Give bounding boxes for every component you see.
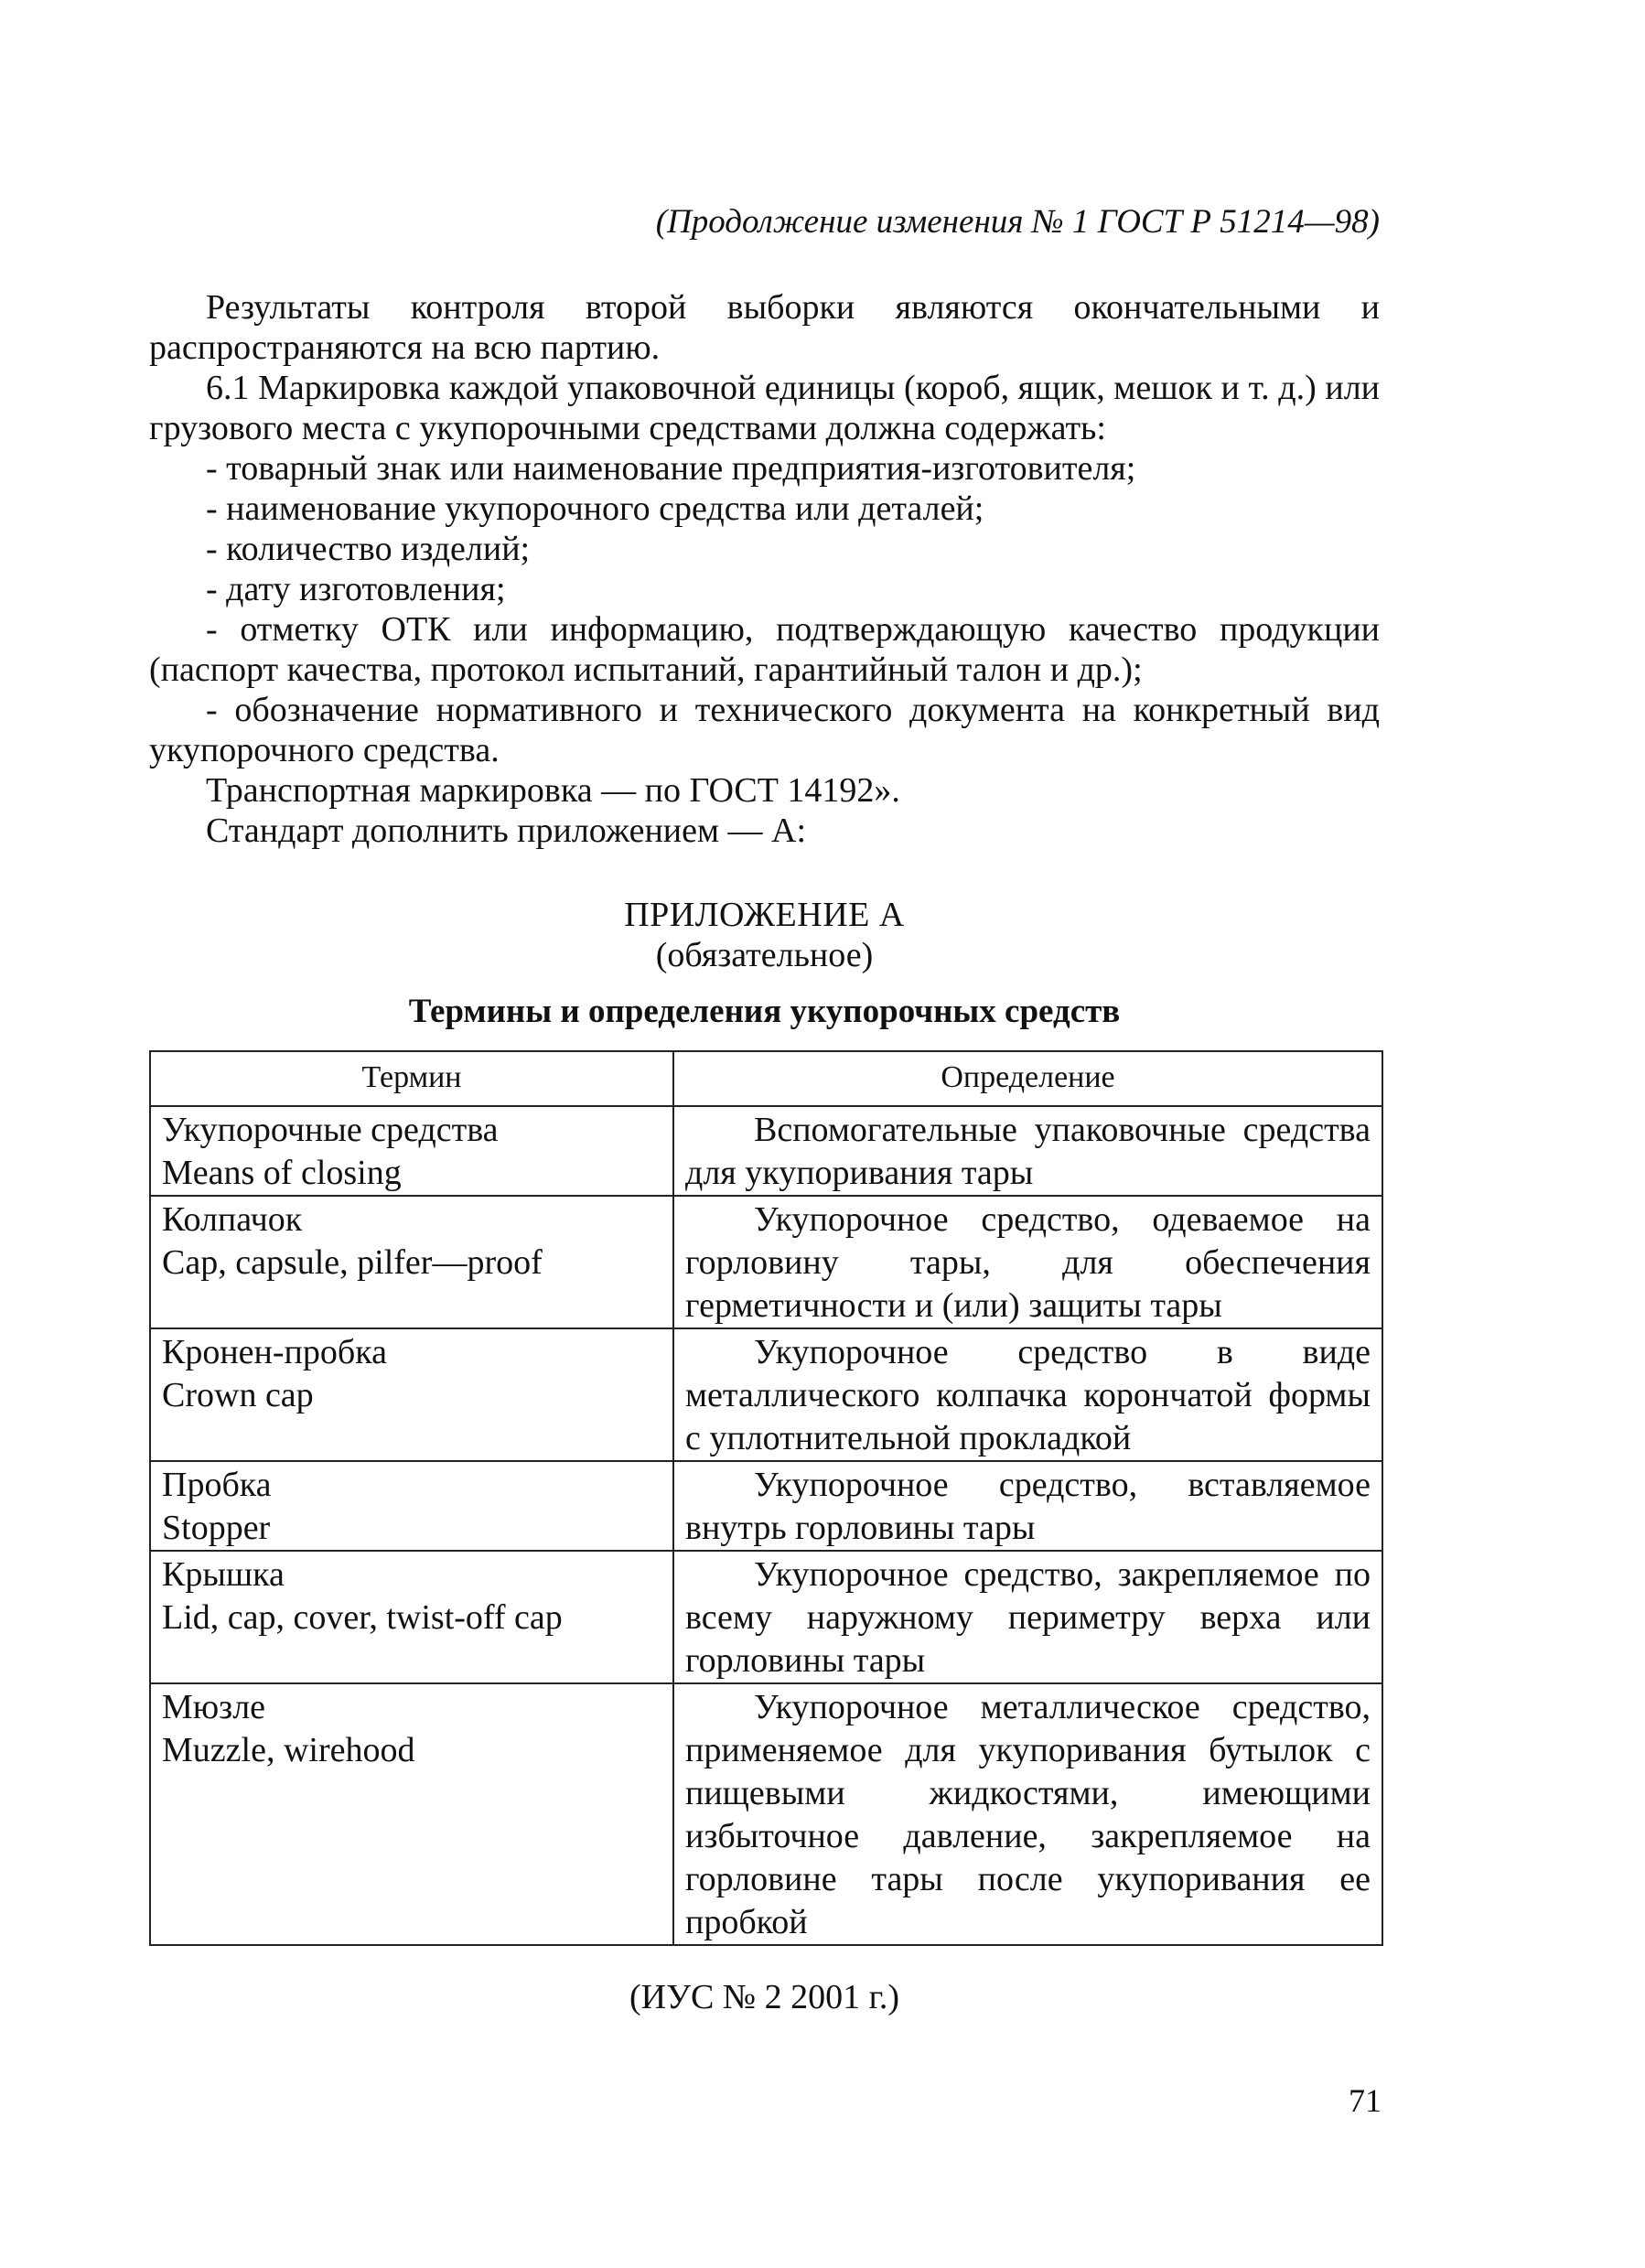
table-row — [150, 1328, 1382, 1461]
term-cell — [150, 1461, 673, 1551]
column-header-definition: Определение — [673, 1051, 1382, 1106]
paragraph-marking: 6.1 Маркировка каждой упаковочной единицы (короб, ящик, мешок и т. д.) или грузового места с укупорочными средствами должна содержать: — [149, 369, 1380, 447]
issue-reference: (ИУС № 2 2001 г.) — [629, 1978, 900, 2016]
definition-cell: Укупорочное средство, одеваемое на горловину тары, для обеспечения герметичности и (или) защиты тары — [673, 1196, 1382, 1328]
list-item: - дату изготовления; — [206, 570, 506, 608]
term-russian: Укупорочные средства — [162, 1111, 499, 1149]
term-cell — [150, 1551, 673, 1683]
appendix-intro-line: Стандарт дополнить приложением — А: — [206, 812, 807, 850]
term-english: Cap, capsule, pilfer—proof — [162, 1243, 543, 1282]
definition-cell: Укупорочное средство в виде металлического колпачка корончатой формы с уплотнительной прокладкой — [673, 1328, 1382, 1461]
term-cell — [150, 1328, 673, 1461]
term-english: Stopper — [162, 1509, 271, 1547]
term-russian: Колпачок — [162, 1200, 303, 1239]
table-row — [150, 1461, 1382, 1551]
table-row — [150, 1196, 1382, 1328]
transport-marking-line: Транспортная маркировка — по ГОСТ 14192». — [206, 771, 900, 810]
table-row — [150, 1551, 1382, 1683]
table-header-row — [150, 1051, 1382, 1106]
list-item: - товарный знак или наименование предприятия-изготовителя; — [206, 449, 1136, 488]
term-russian: Мюзле — [162, 1688, 266, 1726]
terms-table — [149, 1050, 1383, 1946]
table-title: Термины и определения укупорочных средств — [408, 993, 1121, 1030]
list-item: - отметку ОТК или информацию, подтверждающую качество продукции (паспорт качества, протокол испытаний, гарантийный талон и др.); — [149, 610, 1380, 689]
term-russian: Крышка — [162, 1555, 285, 1594]
appendix-subtitle: (обязательное) — [655, 936, 874, 974]
term-cell — [150, 1683, 673, 1945]
definition-cell: Укупорочное средство, закрепляемое по всему наружному периметру верха или горловины тары — [673, 1551, 1382, 1683]
table-row — [150, 1683, 1382, 1945]
document-page — [149, 201, 1380, 2017]
appendix-title: ПРИЛОЖЕНИЕ А — [624, 896, 905, 934]
definition-cell: Вспомогательные упаковочные средства для укупоривания тары — [673, 1106, 1382, 1196]
list-item: - обозначение нормативного и технического документа на конкретный вид укупорочного средства. — [149, 691, 1380, 769]
term-english: Muzzle, wirehood — [162, 1731, 415, 1769]
term-cell — [150, 1106, 673, 1196]
list-item: - количество изделий; — [206, 530, 531, 568]
term-english: Crown cap — [162, 1376, 314, 1414]
term-russian: Кронен-пробка — [162, 1333, 387, 1371]
term-cell — [150, 1196, 673, 1328]
term-russian: Пробка — [162, 1466, 272, 1504]
definition-cell: Укупорочное металлическое средство, применяемое для укупоривания бутылок с пищевыми жидкостями, имеющими избыточное давление, закрепляемое на горловине тары после укупоривания ее пробкой — [673, 1683, 1382, 1945]
continuation-header: (Продолжение изменения № 1 ГОСТ Р 51214—98) — [655, 203, 1380, 241]
list-item: - наименование укупорочного средства или деталей; — [206, 489, 984, 528]
definition-cell: Укупорочное средство, вставляемое внутрь горловины тары — [673, 1461, 1382, 1551]
term-english: Means of closing — [162, 1154, 402, 1192]
paragraph-results: Результаты контроля второй выборки являются окончательными и распространяются на всю партию. — [149, 288, 1380, 367]
column-header-term: Термин — [150, 1051, 673, 1106]
table-row — [150, 1106, 1382, 1196]
term-english: Lid, cap, cover, twist-off cap — [162, 1598, 563, 1637]
marking-list — [149, 448, 1380, 770]
page-number: 71 — [1349, 2082, 1382, 2119]
